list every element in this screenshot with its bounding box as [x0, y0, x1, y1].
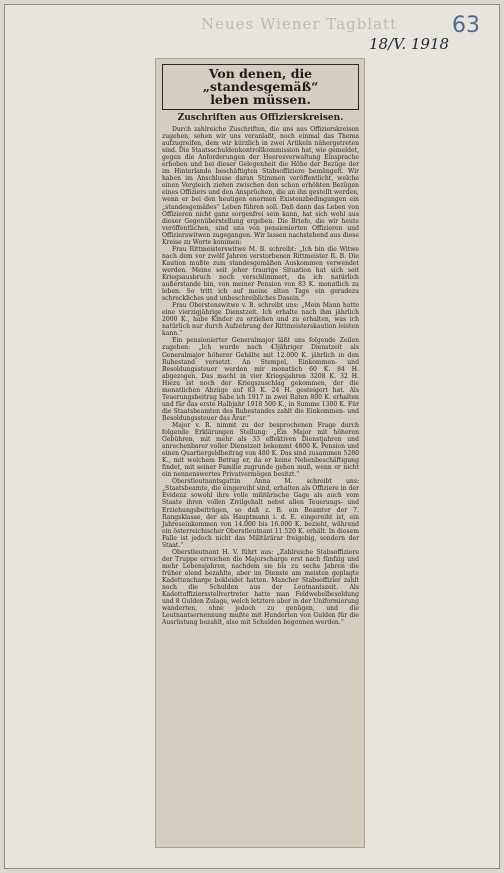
newspaper-clipping [155, 58, 365, 848]
headline-box [162, 64, 359, 110]
article-paragraph: Frau Oberstenswitwe v. B. schreibt uns: „Mein Mann hatte eine vierzigjährige Dienstzeit. Ich erhalte nach ihm jährlich 2000 K., habe Kinder zu erziehen und zu erhalten, was ich natürlich nur durch Aufzehrung der Rittmeisterskaution leisten kann.“ [162, 302, 359, 338]
article-paragraph: Oberstleutnantsgattin Anna M. schreibt uns: „Staatsbeamte, die eingereiht sind, erhalten als Offiziere in der Evidenz sowohl ihre volle militärische Gage als auch vom Staate ihren vollen Zivilgehalt nebst allen Teuerungs- und Erziehungsbeiträgen, so daß z. B. ein Beamter der 7. Rangsklasse, der als Hauptmann i. d. E. eingereiht ist, ein Jahreseinkommen von 14.000 bis 16.000 K. bezieht, während ein österreichischer Oberstleutnant 11.520 K. erhält. In diesem Falle ist jedoch nicht das Militärärar freigebig, sondern der Staat.“ [162, 478, 359, 549]
page-number: 63 [452, 13, 480, 38]
article-paragraph: Frau Rittmeisterswitwe M. B. schreibt: „Ich bin die Witwe nach dem vor zwölf Jahren verstorbenen Rittmeister R. B. Die Kaution mußte zum standesgemäßen Auskommen verwendet werden. Meine seit jeher traurige Situation hat sich seit Kriegsausbruch noch verschlimmert, da ich natürlich außerstande bin, von meiner Pension von 83 K. monatlich zu leben. So tritt ich auf meine alten Tage ein geradezu schreckliches und unbeschreibliches Dasein.“ [162, 245, 359, 303]
archive-sheet [4, 4, 500, 869]
subheadline: Zuschriften aus Offizierskreisen. [177, 113, 344, 123]
headline-line-1: Von denen, die „standesgemäß“ [202, 66, 319, 94]
newspaper-name-stamp: Neues Wiener Tagblatt [201, 15, 398, 33]
article-paragraph: Oberstleutnant H. V. führt aus: „Zahlreiche Stabsoffiziere der Truppe erreichen die Majorscharge erst nach fünfzig und mehr Lebensjahren, nachdem sie bis zu sechs Jahren die früher elend bezahlte, aber im Dienste am meisten geplagte Kadettencharge bekleidet hatten. Mancher Stabsoffizier zahlt noch die Schulden aus der Leutnantszeit. Als Kadettoffiziersstellvertreter hatte man Feldwebelbesoldung und 8 Gulden Zulage, welch letztere aber in der Uniformierung wanderten, ohne jedoch zu genügen, und die Leutnantsernennung mußte mit Hunderten von Gulden für die Ausrüstung bezahlt, also mit Schulden begonnen werden.“ [162, 548, 359, 627]
article-paragraph: Durch zahlreiche Zuschriften, die uns aus Offizierskreisen zugehen, sehen wir uns veranlaßt, noch einmal das Thema aufzugreifen, dem wir kürzlich in zwei Artikeln nähergetreten sind. Die Staatsschuldenkontrollkommission hat, wie gemeldet, gegen die Anforderungen der Heeresverwaltung Einsprache erhoben und bei dieser Gelegenheit die Höhe der Bezüge der im Hinterlande beschäftigten Stabsoffiziere bemängelt. Wir haben im Anschlusse daran Stimmen veröffentlicht, welche einen Vergleich ziehen zwischen den schon erhöhten Bezügen eines Offiziers und den Ansprüchen, die an ihn gestellt werden, wenn er bei den heutigen enormen Existenzbedingungen ein „standesgemäßes“ Leben führen soll. Daß dann das Leben von Offizieren nicht ganz sorgenfrei sein kann, hat sich wohl aus dieser Gegenüberstellung ergeben. Die Briefe, die wir heute veröffentlichen, sind uns von pensionierten Offizieren und Offizierswitwen zugegangen. Wir lassen nachstehend aus diese Kreise zu Worte kommen: [162, 126, 359, 246]
article-paragraph: Ein pensionierter Generalmajor läßt uns folgende Zeilen zugehen: „Ich wurde nach 43jähriger Dienstzeit als Generalmajor höherer Gehälte mit 12.000 K. jährlich in den Ruhestand versetzt. An Stempel, Einkommen- und Besoldungssteuer werden mir monatlich 60 K. 84 H. abgezogen. Das macht in vier Kriegsjahren 3208 K. 32 H. Hiezu ist noch der Kriegszuschlag gekommen, der die monatlichen Abzüge auf 83 K. 24 H. gesteigert hat. Als Teuerungsbeitrag habe ich 1917 in zwei Raten 800 K. erhalten und für das erste Halbjahr 1918 500 K., in Summe 1300 K. Für die Staatsbeamten des Ruhestandes zahlt die Einkommen- und Besoldungssteuer das Ärar.“ [162, 337, 359, 422]
handwritten-date: 18/V. 1918 [369, 35, 450, 53]
article-paragraph: Major v. R. nimmt zu der besprochenen Frage durch folgende Erklärungen Stellung: „Ein Major mit höheren Gebühren, mit mehr als 33 effektiven Dienstjahren und anrechenbarer voller Dienstzeit bekommt 4800 K. Pension und einen Quartiergeldbeitrag von 480 K. Das sind zusammen 5280 K., mit welchem Betrag er, da er keine Nebenbeschäftigung findet, mit seiner Familie zugrunde gehen muß, wenn er nicht ein nennenswertes Privatvermögen besitzt.“ [162, 421, 359, 479]
article-body [162, 126, 359, 626]
headline-line-2: leben müssen. [210, 92, 311, 107]
